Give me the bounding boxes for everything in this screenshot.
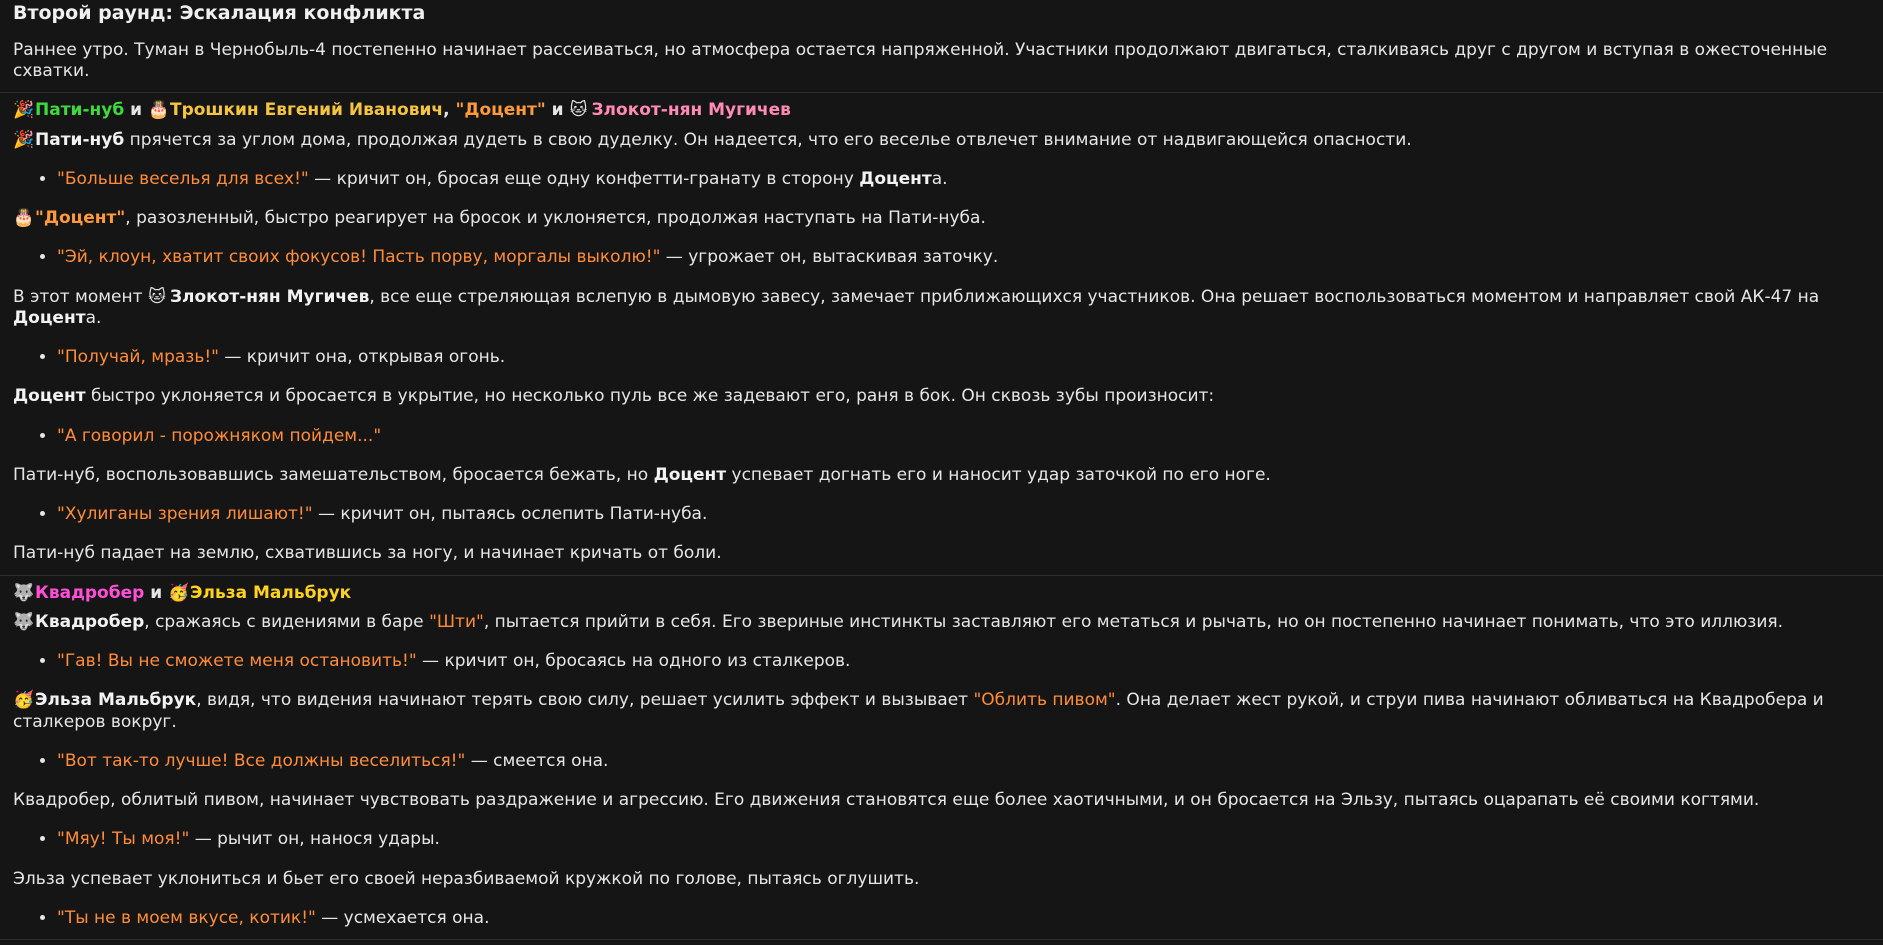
name-troshkin: Трошкин Евгений Иванович [169, 100, 444, 121]
quote-text: — угрожает он, вытаскивая заточку. [660, 247, 999, 268]
quote-text: — смеется она. [465, 750, 609, 771]
paragraph: Квадробер, облитый пивом, начинает чувствовать раздражение и агрессию. Его движения становятся еще более хаотичными, и он бросается на Эльзу, пытаясь оцарапать её своими когтями. [13, 790, 1760, 810]
paragraph [13, 612, 1870, 633]
quote-text: а. [931, 168, 948, 189]
paragraph [13, 690, 1870, 733]
list-item [57, 347, 1870, 368]
list-item [57, 829, 1870, 850]
quote: "Ты не в моем вкусе, котик!" [57, 907, 316, 928]
paragraph: Эльза успевает уклониться и бьет его своей неразбиваемой кружкой по голове, пытаясь оглушить. [13, 868, 920, 889]
paragraph-text: , разозленный, быстро реагирует на бросок и уклоняется, продолжая наступать на Пати-нуба. [125, 208, 986, 228]
bold-name: Доцент [13, 386, 86, 407]
bold-name: Доцент [653, 464, 727, 485]
wolf-icon: 🐺 [13, 582, 35, 603]
cake-icon: 🎂 [147, 100, 170, 121]
divider [0, 92, 1883, 93]
list-item [57, 504, 1870, 525]
name-pati-nub: Пати-нуб [35, 100, 125, 121]
quote: "Получай, мразь!" [57, 347, 219, 367]
quote-text: — рычит он, нанося удары. [189, 829, 440, 850]
divider [0, 575, 1883, 576]
paragraph-text: быстро уклоняется и бросается в укрытие, но несколько пуль все же задевают его, раня в бок. Он сквозь зубы произносит: [85, 386, 1215, 407]
quote: "Эй, клоун, хватит своих фокусов! Пасть порву, моргалы выколю!" [57, 247, 661, 268]
bold-name: Доцент [859, 168, 932, 189]
paragraph-text: прячется за углом дома, продолжая дудеть в свою дуделку. Он надеется, что его веселье отвлечет внимание от надвигающейся опасности. [124, 129, 1412, 150]
name-docent: "Доцент" [455, 100, 546, 121]
paragraph-text: успевает догнать его и наносит удар заточкой по его ноге. [726, 464, 1271, 485]
bold-name: Эльза Мальбрук [35, 690, 197, 711]
name-zlokot: Злокот-нян Мугичев [591, 100, 791, 121]
bold-name: Злокот-нян Мугичев [169, 286, 370, 307]
quote: "Больше веселья для всех!" [57, 168, 309, 189]
quote-text: — кричит он, бросаясь на одного из сталкеров. [416, 651, 851, 671]
quote: "Мяу! Ты моя!" [57, 829, 190, 850]
paragraph-text: , все еще стреляющая вслепую в дымовую завесу, замечает приближающихся участников. Она решает воспользоваться моментом и направляет свой АК-47 на [369, 286, 1820, 307]
cake-icon: 🎂 [13, 208, 35, 228]
paragraph-text: , видя, что видения начинают терять свою силу, решает усилить эффект и вызывает [196, 690, 974, 711]
wolf-icon: 🐺 [13, 611, 35, 632]
quote: "Вот так-то лучше! Все должны веселиться!" [57, 750, 466, 771]
list-item [57, 247, 1870, 268]
party-popper-icon: 🎉 [13, 129, 35, 150]
quote: "Гав! Вы не сможете меня остановить!" [57, 651, 417, 671]
bold-name: Доцент [13, 307, 86, 328]
quote-text: — кричит он, бросая еще одну конфетти-гранату в сторону [308, 168, 860, 189]
paragraph-text: В этот момент [13, 286, 148, 307]
paragraph [13, 386, 1870, 407]
paragraph [13, 287, 1870, 330]
quote-list [13, 247, 1870, 268]
intro-paragraph: Раннее утро. Туман в Чернобыль-4 постепенно начинает рассеиваться, но атмосфера остается напряженной. Участники продолжают двигаться, сталкиваясь друг с другом и вступая в ожесточенные схватки. [13, 39, 1828, 81]
cat-icon: 🐱 [148, 286, 166, 307]
quote-list [13, 169, 1870, 190]
quote-text: — усмехается она. [315, 907, 490, 928]
list-item [57, 751, 1870, 772]
name-elsa: Эльза Мальбрук [190, 582, 352, 603]
party-popper-icon: 🎉 [13, 100, 35, 121]
quote-list [13, 908, 1870, 929]
section1-header [13, 100, 1870, 121]
round-title: Второй раунд: Эскалация конфликта [13, 2, 426, 24]
party-face-icon: 🥳 [168, 582, 190, 603]
quote-list [13, 751, 1870, 772]
paragraph [13, 208, 1870, 229]
quote-text: — кричит она, открывая огонь. [218, 347, 506, 367]
section2-header [13, 583, 1870, 604]
conjunction: и [144, 582, 169, 603]
paragraph [13, 130, 1870, 151]
quote-list [13, 347, 1870, 368]
paragraph: Пати-нуб падает на землю, схватившись за ногу, и начинает кричать от боли. [13, 543, 722, 564]
quote: "А говорил - порожняком пойдем..." [57, 425, 382, 446]
list-item [57, 169, 1870, 190]
paragraph-text: Пати-нуб, воспользовавшись замешательством, бросается бежать, но [13, 464, 654, 485]
conjunction: и [124, 100, 148, 121]
list-item [57, 908, 1870, 929]
conjunction: и [545, 100, 570, 121]
comma: , [443, 100, 456, 121]
cat-icon: 🐱 [569, 100, 588, 121]
bold-name: Квадробер [35, 611, 145, 632]
paragraph-text: а. [85, 307, 102, 328]
quote: "Облить пивом" [973, 690, 1116, 711]
name-kvadrober: Квадробер [35, 582, 145, 603]
quote-list [13, 829, 1870, 850]
quote-list [13, 504, 1870, 525]
list-item [57, 426, 1870, 447]
quote: "Хулиганы зрения лишают!" [57, 504, 313, 524]
party-face-icon: 🥳 [13, 690, 35, 711]
bold-name: Пати-нуб [35, 129, 125, 150]
quote-list [13, 651, 1870, 672]
paragraph-text: , сражаясь с видениями в баре [144, 611, 430, 632]
list-item [57, 651, 1870, 672]
quote: "Шти" [429, 611, 484, 632]
paragraph [13, 465, 1870, 486]
paragraph-text: . Она делает жест рукой, и струи пива начинают обливаться на Квадробера и сталкеров вокруг. [13, 690, 1824, 732]
divider [0, 939, 1883, 940]
bold-name: "Доцент" [35, 208, 126, 228]
quote-list [13, 426, 1870, 447]
paragraph-text: , пытается прийти в себя. Его звериные инстинкты заставляют его метаться и рычать, но он постепенно начинает понимать, что это иллюзия. [483, 611, 1784, 632]
quote-text: — кричит он, пытаясь ослепить Пати-нуба. [312, 504, 708, 524]
